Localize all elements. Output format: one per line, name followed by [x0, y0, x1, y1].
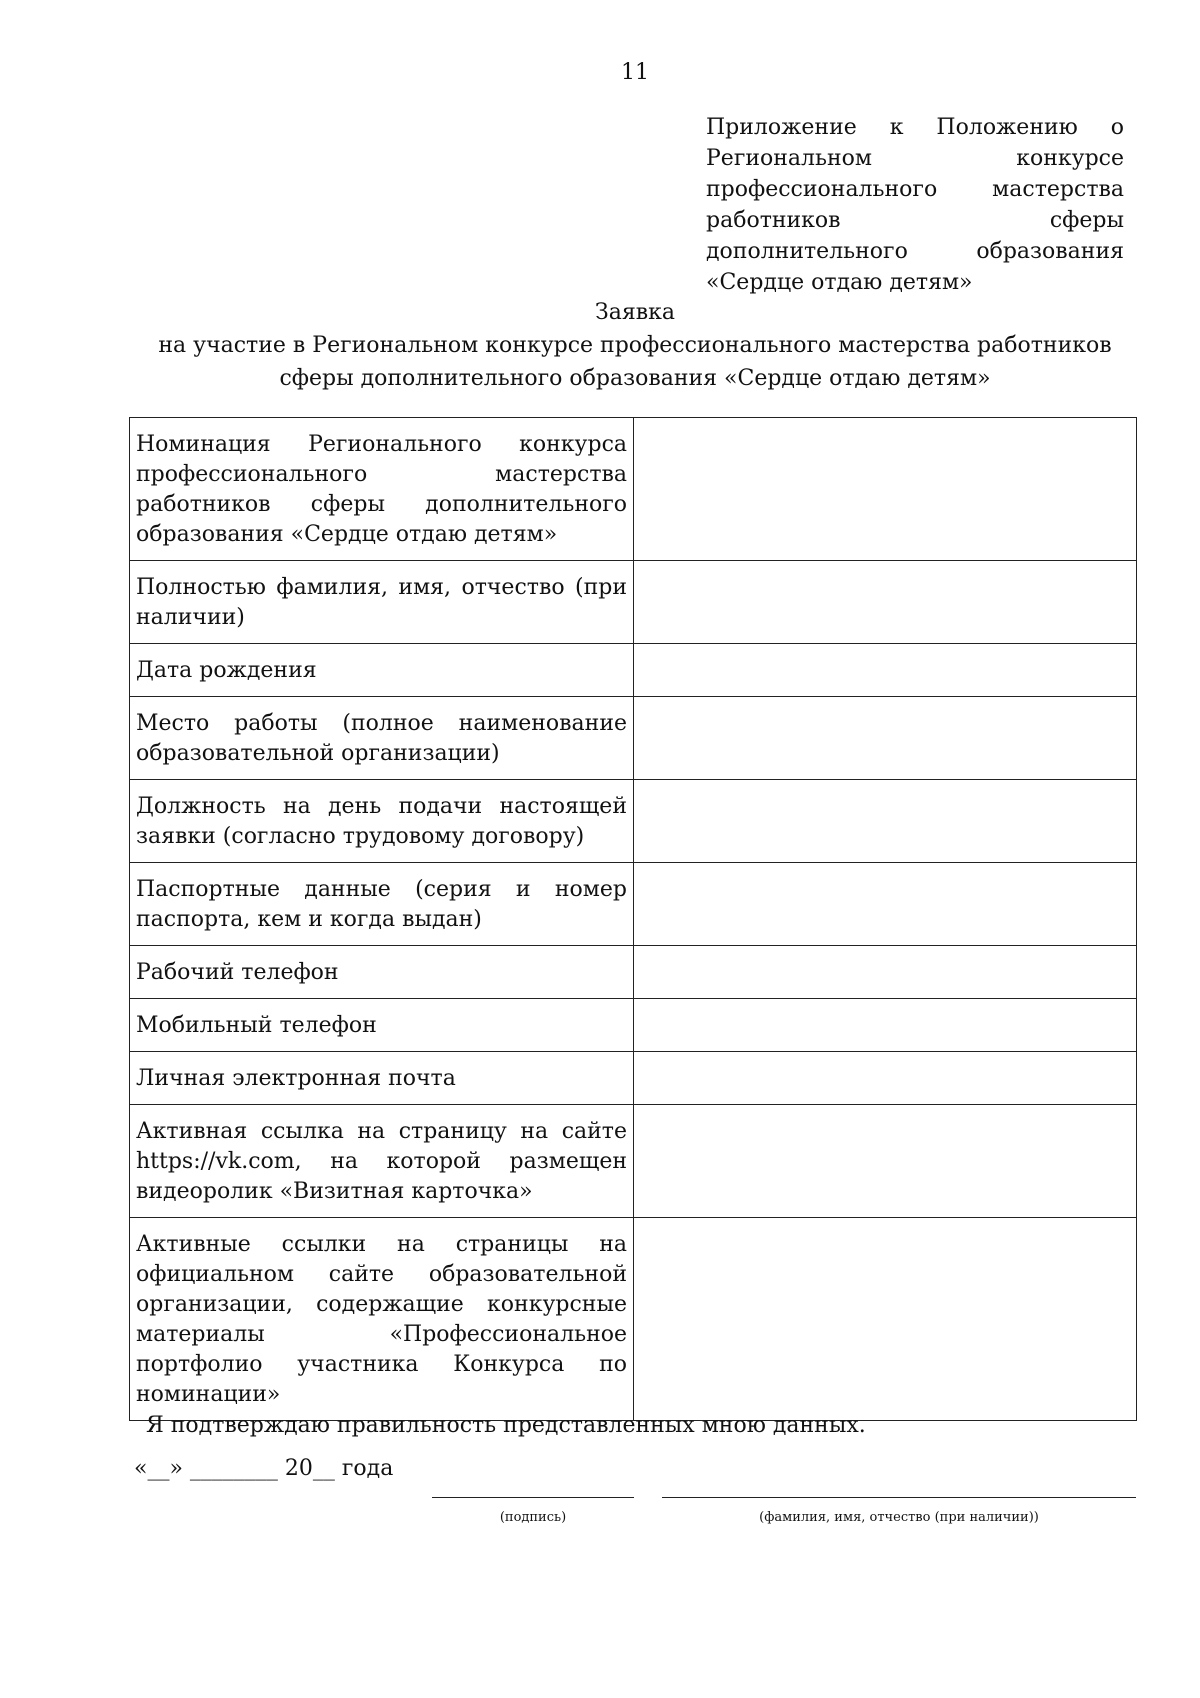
application-form-table — [129, 417, 1137, 1421]
document-title — [150, 296, 1120, 395]
full-name-line[interactable] — [662, 1497, 1136, 1498]
page-number: 11 — [621, 60, 649, 85]
row-label-workplace: Место работы (полное наименование образовательной организации) — [130, 697, 634, 780]
full-name-caption: (фамилия, имя, отчество (при наличии)) — [759, 1510, 1039, 1525]
title-line-1: Заявка — [595, 300, 675, 325]
row-value-position[interactable] — [634, 780, 1137, 863]
row-label-full-name: Полностью фамилия, имя, отчество (при наличии) — [130, 561, 634, 644]
row-value-email[interactable] — [634, 1052, 1137, 1105]
row-label-nomination: Номинация Регионального конкурса профессионального мастерства работников сферы дополнительного образования «Сердце отдаю детям» — [130, 418, 634, 561]
title-line-2: на участие в Региональном конкурсе профессионального мастерства работников — [158, 333, 1112, 358]
table-row — [130, 418, 1137, 561]
row-value-full-name[interactable] — [634, 561, 1137, 644]
row-value-vk-link[interactable] — [634, 1105, 1137, 1218]
row-value-mobile-phone[interactable] — [634, 999, 1137, 1052]
table-row — [130, 780, 1137, 863]
table-row — [130, 999, 1137, 1052]
row-value-work-phone[interactable] — [634, 946, 1137, 999]
row-value-workplace[interactable] — [634, 697, 1137, 780]
row-value-passport[interactable] — [634, 863, 1137, 946]
row-value-portfolio-links[interactable] — [634, 1218, 1137, 1421]
table-row — [130, 697, 1137, 780]
table-row — [130, 946, 1137, 999]
signature-line[interactable] — [432, 1497, 634, 1498]
confirmation-text: Я подтверждаю правильность представленных мною данных. — [146, 1413, 866, 1438]
table-row — [130, 561, 1137, 644]
table-row — [130, 863, 1137, 946]
table-row — [130, 644, 1137, 697]
signature-caption: (подпись) — [499, 1510, 567, 1525]
title-line-3: сферы дополнительного образования «Сердце отдаю детям» — [279, 366, 991, 391]
row-label-email: Личная электронная почта — [130, 1052, 634, 1105]
table-row — [130, 1218, 1137, 1421]
appendix-note: Приложение к Положению о Региональном конкурсе профессионального мастерства работников сферы дополнительного образования «Сердце отдаю детям» — [706, 115, 1124, 295]
table-row — [130, 1052, 1137, 1105]
row-label-work-phone: Рабочий телефон — [130, 946, 634, 999]
row-label-passport: Паспортные данные (серия и номер паспорта, кем и когда выдан) — [130, 863, 634, 946]
row-label-position: Должность на день подачи настоящей заявки (согласно трудовому договору) — [130, 780, 634, 863]
row-label-birth-date: Дата рождения — [130, 644, 634, 697]
row-label-vk-link: Активная ссылка на страницу на сайте https://vk.com, на которой размещен видеоролик «Визитная карточка» — [130, 1105, 634, 1218]
row-value-birth-date[interactable] — [634, 644, 1137, 697]
row-label-portfolio-links: Активные ссылки на страницы на официальном сайте образовательной организации, содержащие конкурсные материалы «Профессиональное портфолио участника Конкурса по номинации» — [130, 1218, 634, 1421]
row-value-nomination[interactable] — [634, 418, 1137, 561]
row-label-mobile-phone: Мобильный телефон — [130, 999, 634, 1052]
date-line[interactable]: «__» ________ 20__ года — [134, 1456, 394, 1481]
table-row — [130, 1105, 1137, 1218]
